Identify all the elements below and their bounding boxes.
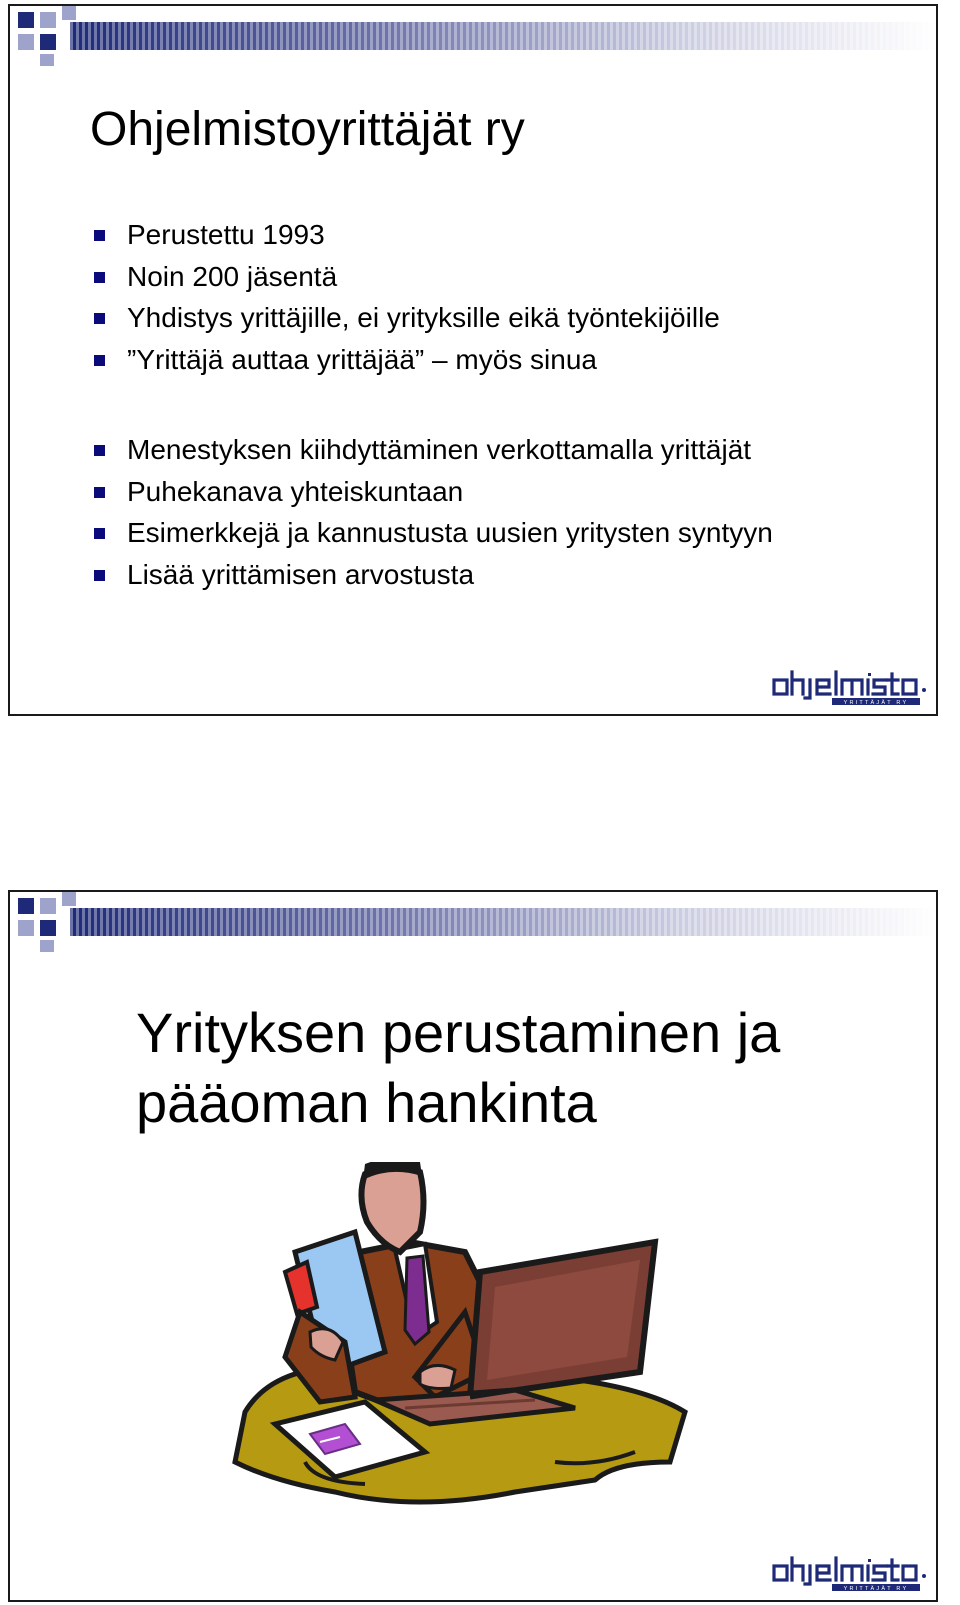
slide-1 (8, 4, 938, 716)
slide-1-title: Ohjelmistoyrittäjät ry (90, 103, 525, 156)
bullet-item: Noin 200 jäsentä (94, 256, 720, 298)
bullet-item: Esimerkkejä ja kannustusta uusien yritysten syntyyn (94, 512, 773, 554)
businessman-at-desk-illustration (215, 1162, 695, 1582)
slide-2 (8, 890, 938, 1602)
bullet-item: Yhdistys yrittäjille, ei yrityksille eikä työntekijöille (94, 297, 720, 339)
ohjelmisto-logo (772, 668, 930, 708)
tie-shape (405, 1256, 429, 1344)
square-bullet-icon (94, 570, 105, 581)
square-bullet-icon (94, 272, 105, 283)
square-bullet-icon (94, 487, 105, 498)
header-gradient-band (10, 892, 936, 962)
head-shape (361, 1166, 423, 1252)
header-gradient-band (10, 6, 936, 76)
square-bullet-icon (94, 230, 105, 241)
bullet-item: Puhekanava yhteiskuntaan (94, 471, 773, 513)
square-bullet-icon (94, 355, 105, 366)
square-bullet-icon (94, 528, 105, 539)
bullet-item: Lisää yrittämisen arvostusta (94, 554, 773, 596)
square-bullet-icon (94, 445, 105, 456)
slide-2-title-line-1: Yrityksen perustaminen ja (136, 1001, 781, 1064)
ohjelmisto-logo (772, 1554, 930, 1594)
bullet-list-2 (94, 429, 773, 595)
bullet-list-1 (94, 214, 720, 380)
slide-2-title (136, 998, 780, 1138)
bullet-item: Perustettu 1993 (94, 214, 720, 256)
slide-2-title-line-2: pääoman hankinta (136, 1071, 597, 1134)
logo-tagline: YRITTÄJÄT RY (843, 700, 909, 706)
bullet-item: ”Yrittäjä auttaa yrittäjää” – myös sinua (94, 339, 720, 381)
square-bullet-icon (94, 313, 105, 324)
bullet-item: Menestyksen kiihdyttäminen verkottamalla yrittäjät (94, 429, 773, 471)
logo-tagline: YRITTÄJÄT RY (843, 1586, 909, 1592)
